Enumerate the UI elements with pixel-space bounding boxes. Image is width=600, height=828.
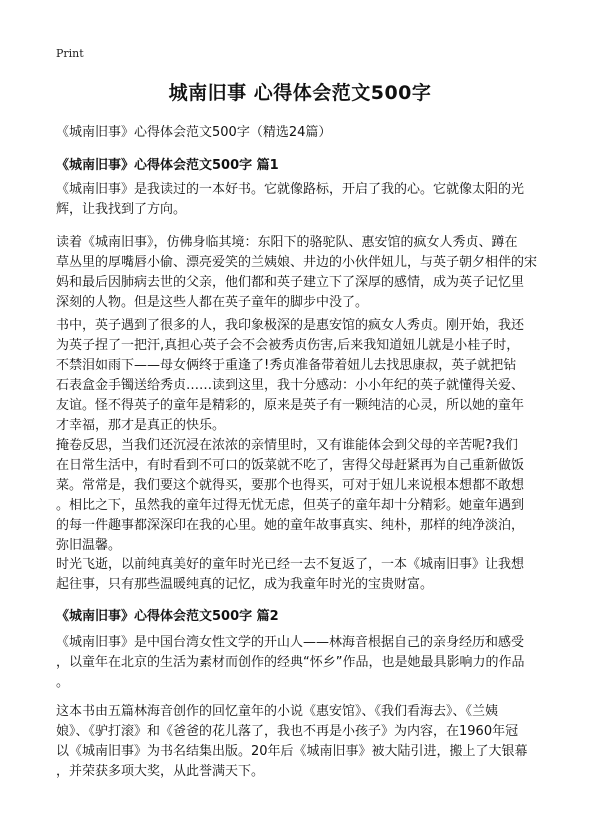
section-heading-2: 《城南旧事》心得体会范文500字 篇2 (56, 609, 279, 624)
paragraph-line: 掩卷反思，当我们还沉浸在浓浓的亲情里时，又有谁能体会到父母的辛苦呢?我们 (56, 438, 518, 453)
paragraph-line: 《城南旧事》是我读过的一本好书。它就像路标，开启了我的心。它就像太阳的光 (56, 182, 525, 197)
paragraph (56, 316, 556, 436)
page-title: 城南旧事 心得体会范文500字 (168, 82, 432, 104)
paragraph (56, 702, 556, 782)
paragraph-line: 为英子捏了一把汗,真担心英子会不会被秀贞伤害,后来我知道妞儿就是小桂子时， (56, 338, 520, 353)
paragraph-line: 友谊。怪不得英子的童年是精彩的，原来是英子有一颗纯洁的心灵，所以她的童年 (56, 398, 525, 413)
paragraph (56, 555, 556, 595)
paragraph-line: 书中，英子遇到了很多的人，我印象极深的是惠安馆的疯女人秀贞。刚开始，我还 (56, 318, 525, 333)
paragraph-line: ，以童年在北京的生活为素材而创作的经典“怀乡”作品，也是她最具影响力的作品 (56, 655, 525, 670)
paragraph-line: 不禁泪如雨下——母女俩终于重逢了!秀贞准备带着妞儿去找思康叔，英子就把钻 (56, 358, 517, 373)
paragraph-line: 以《城南旧事》为书名结集出版。20年后《城南旧事》被大陆引进，搬上了大银幕 (56, 744, 528, 759)
paragraph-line: 妈和最后因肺病去世的父亲，他们都和英子建立下了深厚的感情，成为英子记忆里 (56, 275, 525, 290)
paragraph-line: 才幸福，那才是真正的快乐。 (56, 418, 226, 433)
paragraph-line: 辉，让我找到了方向。 (56, 202, 187, 217)
paragraph-line: 起往事，只有那些温暖纯真的记忆，成为我童年时光的宝贵财富。 (56, 577, 434, 592)
paragraph-line: 。 (56, 675, 70, 690)
paragraph (56, 233, 556, 313)
paragraph-line: 这本书由五篇林海音创作的回忆童年的小说《惠安馆》、《我们看海去》、《兰姨 (56, 704, 499, 719)
paragraph-line: 《城南旧事》是中国台湾女性文学的开山人——林海音根据自己的亲身经历和感受 (56, 635, 525, 650)
paragraph-line: 在日常生活中，有时看到不可口的饭菜就不吃了，害得父母赶紧再为自己重新做饭 (56, 458, 525, 473)
paragraph-line: ，并荣获多项大奖，从此誉满天下。 (56, 764, 265, 779)
paragraph-line: 的每一件趣事都深深印在我的心里。她的童年故事真实、纯朴，那样的纯净淡泊， (56, 518, 525, 533)
paragraph (56, 436, 556, 556)
paragraph-line: 石表盒金手镯送给秀贞……读到这里，我十分感动：小小年纪的英子就懂得关爱、 (56, 378, 525, 393)
paragraph (56, 633, 556, 693)
page-subtitle: 《城南旧事》心得体会范文500字（精选24篇） (56, 125, 332, 140)
print-link[interactable]: Print (56, 47, 84, 60)
paragraph-line: 深刻的人物。但是这些人都在英子童年的脚步中没了。 (56, 295, 369, 310)
paragraph-line: 。相比之下，虽然我的童年过得无忧无虑，但英子的童年却十分精彩。她童年遇到 (56, 498, 525, 513)
paragraph-line: 读着《城南旧事》，仿佛身临其境：东阳下的骆驼队、惠安馆的疯女人秀贞、蹲在 (56, 235, 518, 250)
paragraph-line: 娘》、《驴打滚》和《爸爸的花儿落了，我也不再是小孩子》为内容，在1960年冠 (56, 724, 519, 739)
paragraph-line: 草丛里的厚嘴唇小偷、漂亮爱笑的兰姨娘、井边的小伙伴妞儿，与英子朝夕相伴的宋 (56, 255, 538, 270)
paragraph (56, 180, 556, 220)
section-heading-1: 《城南旧事》心得体会范文500字 篇1 (56, 158, 279, 173)
paragraph-line: 菜。常常是，我们要这个就得买，要那个也得买，可对于妞儿来说根本想都不敢想 (56, 478, 525, 493)
paragraph-line: 弥旧温馨。 (56, 538, 122, 553)
paragraph-line: 时光飞逝，以前纯真美好的童年时光已经一去不复返了，一本《城南旧事》让我想 (56, 557, 525, 572)
